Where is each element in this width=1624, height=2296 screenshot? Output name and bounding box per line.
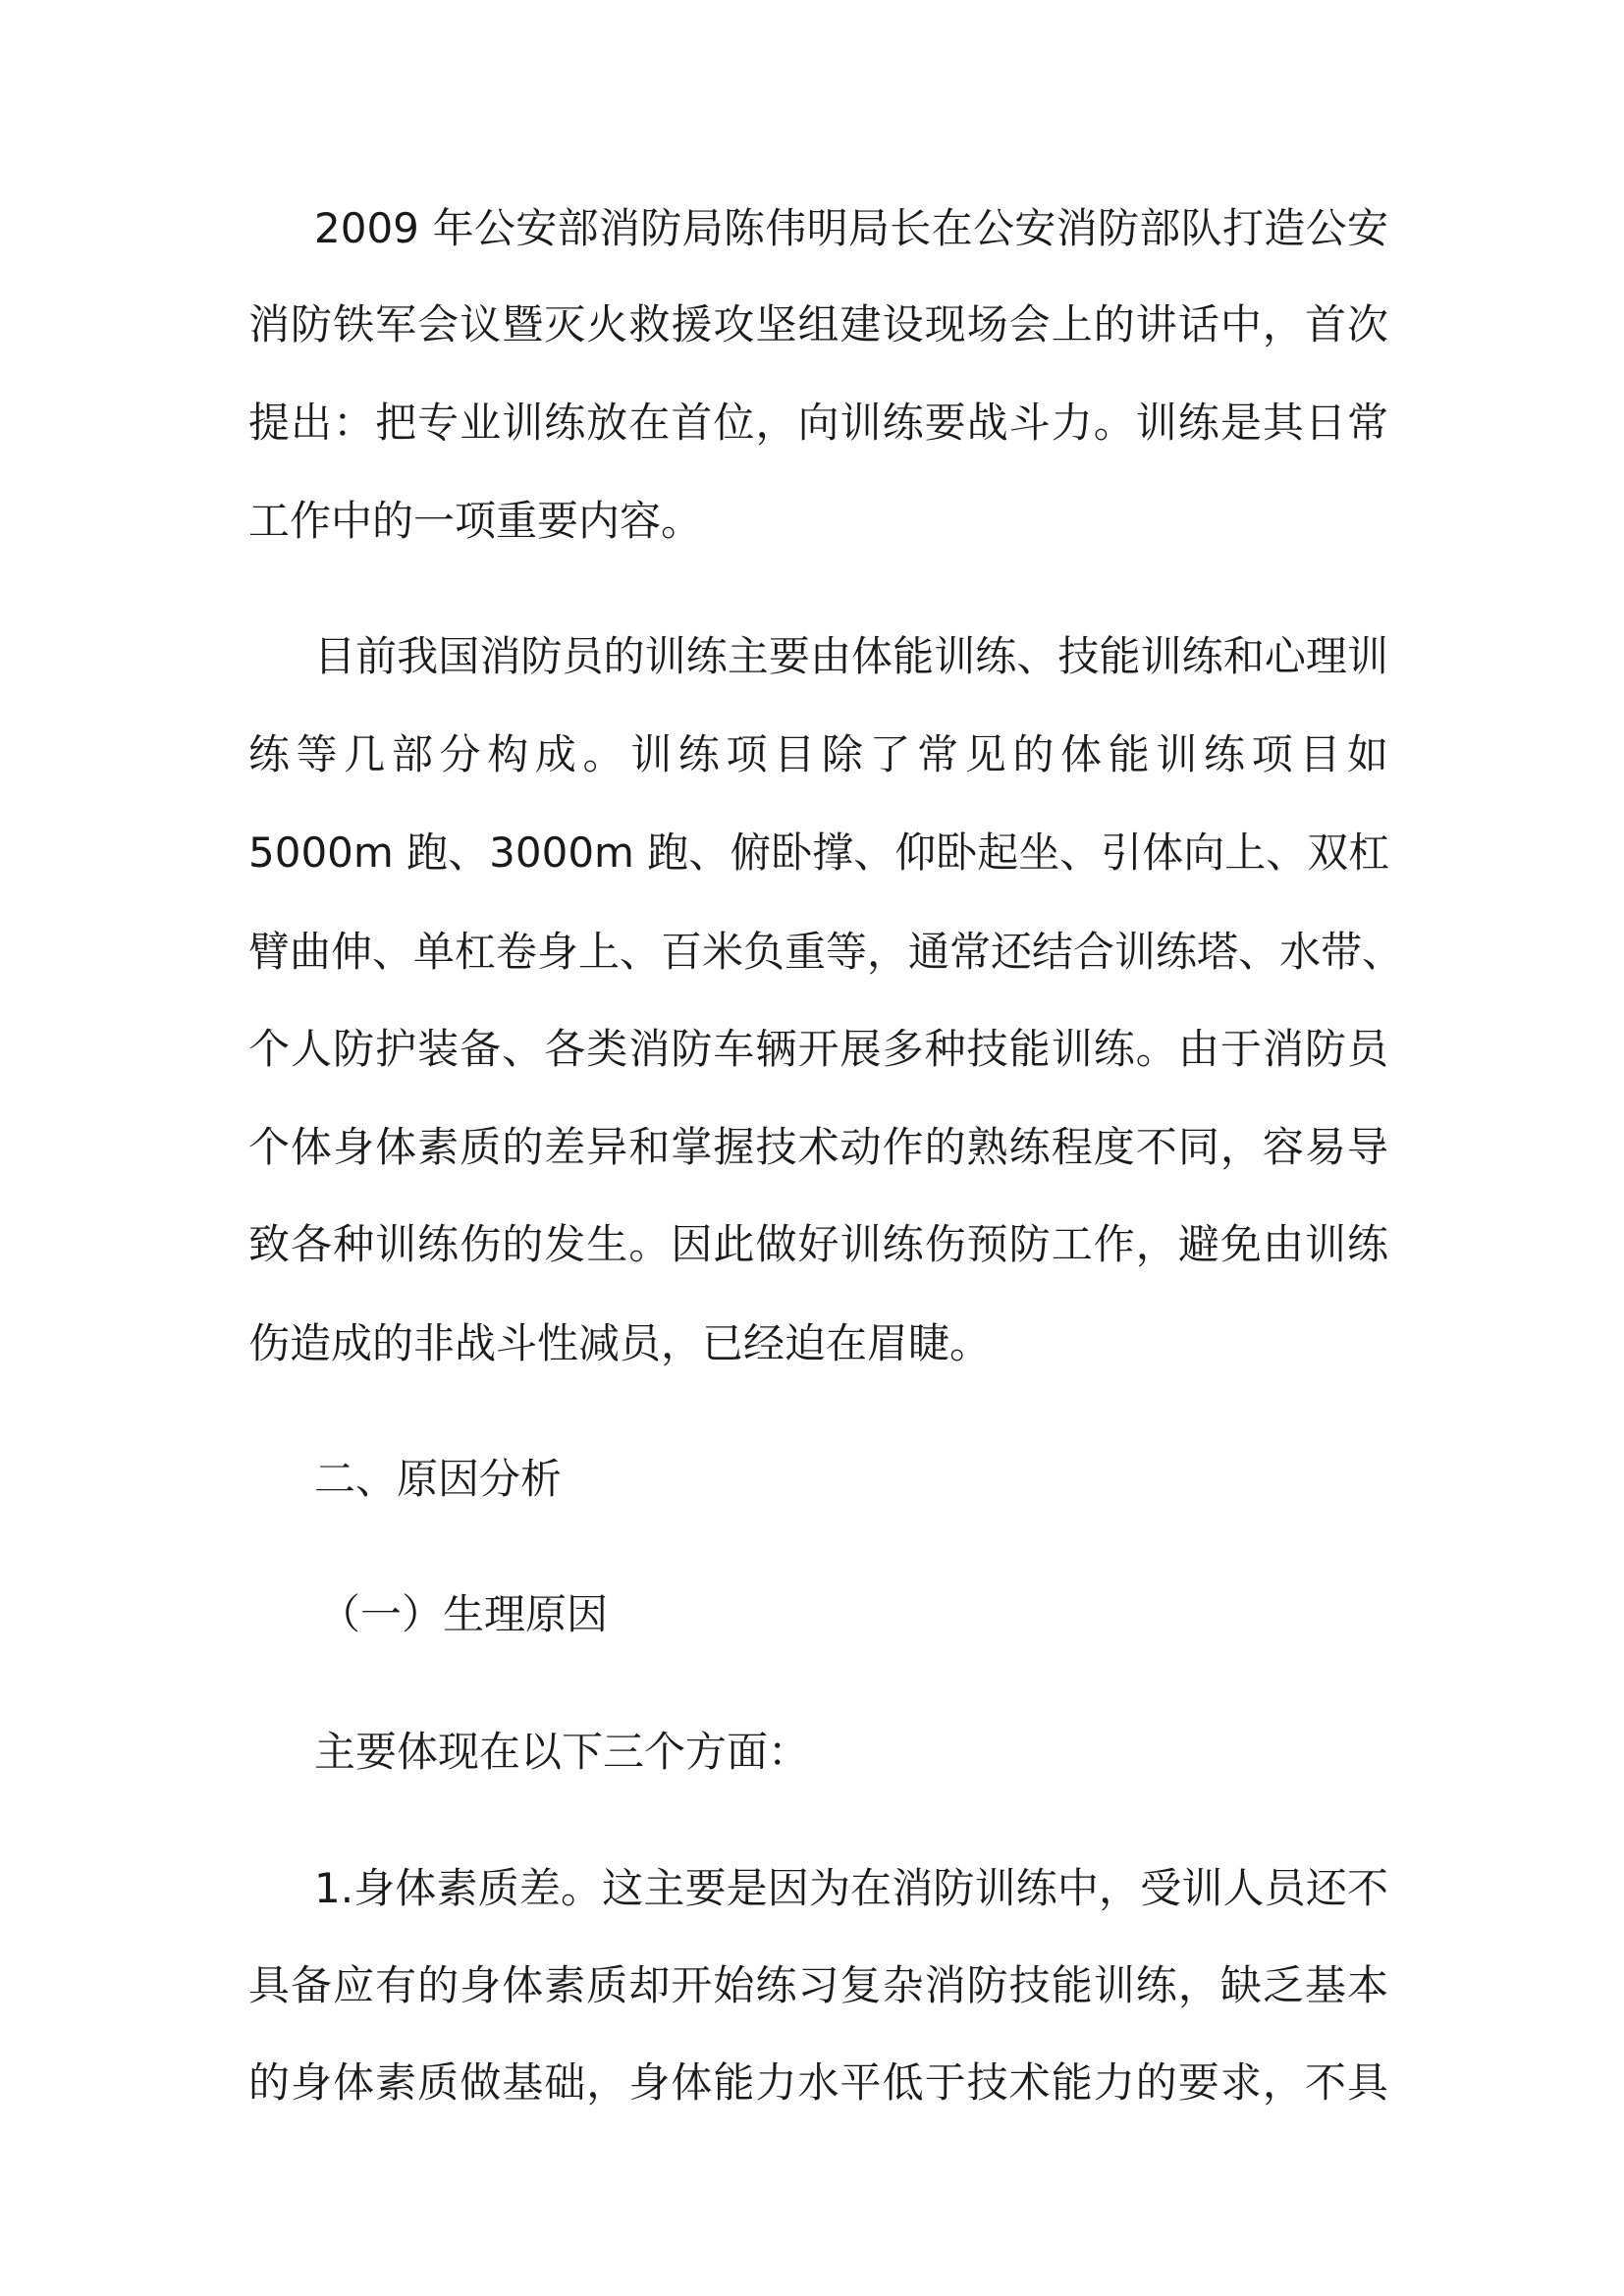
paragraph-2-line-5: 个人防护装备、各类消防车辆开展多种技能训练。由于消防员 xyxy=(248,1025,1388,1073)
paragraph-2-line-8: 伤造成的非战斗性减员，已经迫在眉睫。 xyxy=(248,1319,992,1367)
paragraph-2-line-3: 5000m 跑、3000m 跑、俯卧撑、仰卧起坐、引体向上、双杠 xyxy=(248,828,1390,877)
paragraph-1-line-3: 提出：把专业训练放在首位，向训练要战斗力。训练是其日常 xyxy=(248,399,1388,447)
paragraph-1-line-4: 工作中的一项重要内容。 xyxy=(248,497,703,545)
section-heading: 二、原因分析 xyxy=(314,1455,563,1503)
paragraph-3-line-3: 的身体素质做基础，身体能力水平低于技术能力的要求，不具 xyxy=(248,2058,1388,2107)
intro-sentence: 主要体现在以下三个方面： xyxy=(314,1728,810,1776)
paragraph-2-line-1: 目前我国消防员的训练主要由体能训练、技能训练和心理训 xyxy=(314,632,1388,680)
paragraph-1-line-1: 2009 年公安部消防局陈伟明局长在公安消防部队打造公安 xyxy=(314,204,1388,252)
paragraph-3-line-1: 1.身体素质差。这主要是因为在消防训练中，受训人员还不 xyxy=(314,1864,1388,1912)
paragraph-3-line-2: 具备应有的身体素质却开始练习复杂消防技能训练，缺乏基本 xyxy=(248,1961,1388,2009)
subsection-heading: （一）生理原因 xyxy=(319,1590,609,1638)
paragraph-2-line-2: 练等几部分构成。训练项目除了常见的体能训练项目如 xyxy=(248,730,1388,778)
paragraph-2-line-4: 臂曲伸、单杠卷身上、百米负重等，通常还结合训练塔、水带、 xyxy=(248,928,1404,976)
paragraph-2-line-7: 致各种训练伤的发生。因此做好训练伤预防工作，避免由训练 xyxy=(248,1220,1388,1268)
paragraph-2-line-6: 个体身体素质的差异和掌握技术动作的熟练程度不同，容易导 xyxy=(248,1123,1388,1171)
paragraph-1-line-2: 消防铁军会议暨灭火救援攻坚组建设现场会上的讲话中，首次 xyxy=(248,300,1388,348)
